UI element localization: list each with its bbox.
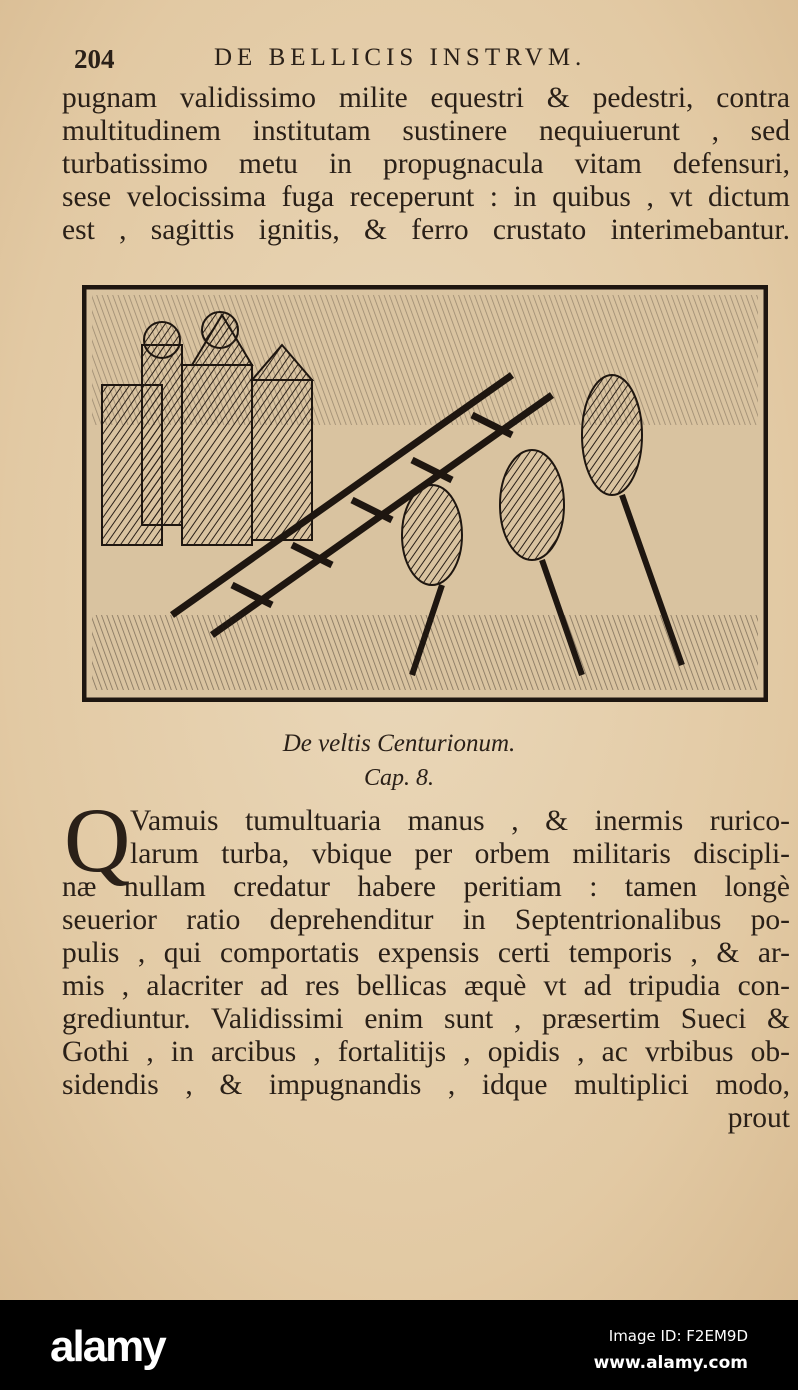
text-line: multitudinem institutam sustinere nequiuerunt , sed — [62, 115, 790, 147]
alamy-logo: alamy — [50, 1322, 165, 1371]
image-id: Image ID: F2EM9D — [608, 1327, 748, 1345]
text-line: sese velocissima fuga receperunt : in quibus , vt dictum — [62, 181, 790, 213]
catchword: prout — [727, 1102, 790, 1134]
text-line: grediuntur. Validissimi enim sunt , præsertim Sueci & — [62, 1003, 790, 1035]
text-line: seuerior ratio deprehenditur in Septentrionalibus po- — [62, 904, 790, 936]
woodcut-illustration — [82, 285, 768, 702]
watermark-footer — [0, 1300, 798, 1390]
running-header — [74, 44, 774, 80]
text-line: est , sagittis ignitis, & ferro crustato interimebantur. — [62, 214, 790, 246]
drop-cap: Q — [64, 789, 131, 891]
text-line: sidendis , & impugnandis , idque multiplici modo, — [62, 1069, 790, 1101]
text-line: næ nullam credatur habere peritiam : tamen longè — [62, 871, 790, 903]
text-line: pulis , qui comportatis expensis certi temporis , & ar- — [62, 937, 790, 969]
chapter-number: Cap. 8. — [363, 765, 434, 791]
site-url: www.alamy.com — [593, 1353, 748, 1373]
chapter-title: De veltis Centurionum. — [282, 730, 516, 757]
text-line: Gothi , in arcibus , fortalitijs , opidis , ac vrbibus ob- — [62, 1036, 790, 1068]
text-line: larum turba, vbique per orbem militaris discipli- — [130, 838, 790, 870]
text-line: turbatissimo metu in propugnacula vitam defensuri, — [62, 148, 790, 180]
text-line: pugnam validissimo milite equestri & pedestri, contra — [62, 82, 790, 114]
paragraph-1 — [62, 82, 790, 247]
page-number: 204 — [74, 44, 115, 74]
running-title: DE BELLICIS INSTRVM. — [214, 44, 587, 71]
paragraph-2 — [62, 805, 790, 1135]
text-line: mis , alacriter ad res bellicas æquè vt ad tripudia con- — [62, 970, 790, 1002]
text-line: Vamuis tumultuaria manus , & inermis rurico- — [130, 805, 790, 837]
